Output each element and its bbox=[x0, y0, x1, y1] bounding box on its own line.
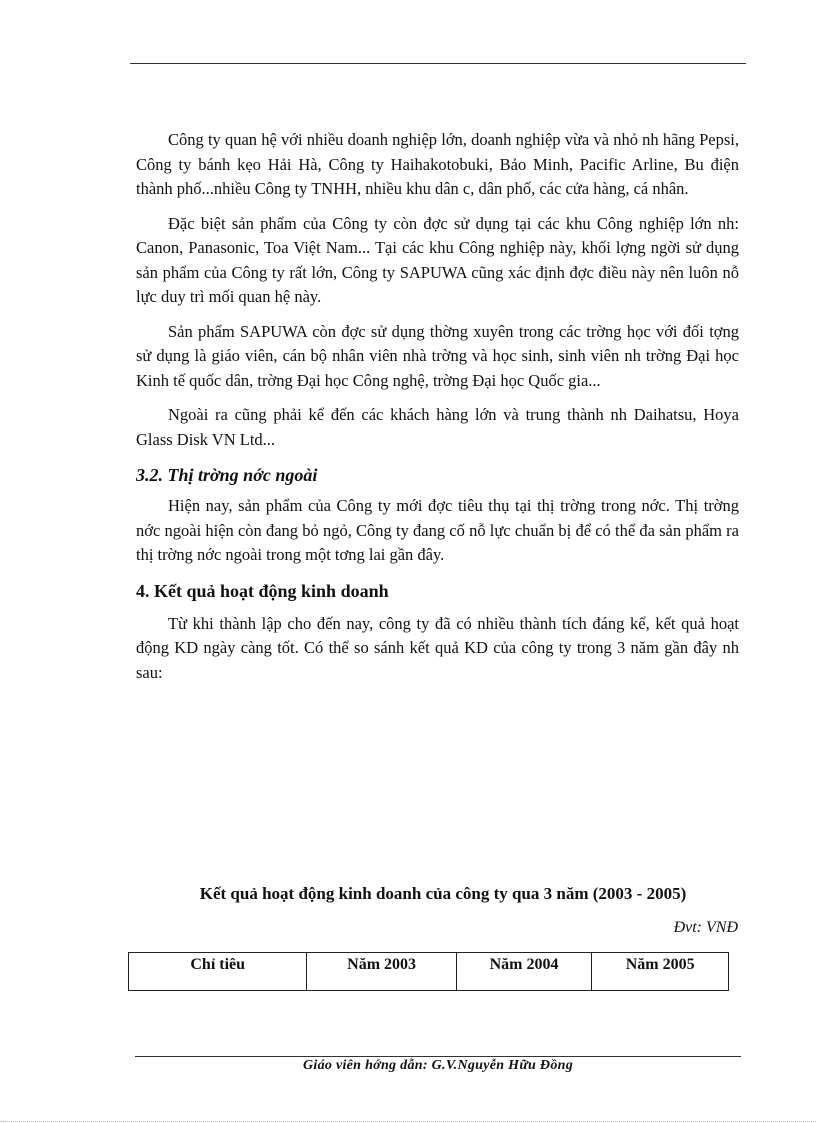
footer-supervisor: Giáo viên hớng dẫn: G.V.Nguyễn Hữu Đồng bbox=[302, 1058, 574, 1073]
paragraph-partners: Công ty quan hệ với nhiều doanh nghiệp lớn, doanh nghiệp vừa và nhỏ nh hãng Pepsi, Công ty bánh kẹo Hải Hà, Công ty Haihakotobuki, Bảo Minh, Pacific Arline, Bu điện thành phố...nhiều Công ty TNHH, nhiều khu dân c, dân phố, các cửa hàng, cá nhân. bbox=[136, 130, 739, 198]
paragraph-foreign-market: Hiện nay, sản phẩm của Công ty mới đợc tiêu thụ tại thị trờng trong nớc. Thị trờng nớc ngoài hiện còn đang bỏ ngỏ, Công ty đang cố nỗ lực chuẩn bị để có thể đa sản phẩm ra thị trờng nớc ngoài trong một tơng lai gần đây. bbox=[136, 496, 739, 564]
results-table bbox=[128, 952, 729, 991]
section-heading-3-2: 3.2. Thị trờng nớc ngoài bbox=[136, 465, 318, 485]
paragraph-industrial-zones: Đặc biệt sản phẩm của Công ty còn đợc sử dụng tại các khu Công nghiệp lớn nh: Canon, Panasonic, Toa Việt Nam... Tại các khu Công nghiệp này, khối lợng ngời sử dụng sản phẩm của Công ty rất lớn, Công ty SAPUWA cũng xác định đợc điều này nên luôn nỗ lực duy trì mối quan hệ này. bbox=[136, 213, 739, 306]
header-cell-2005: Năm 2005 bbox=[592, 953, 729, 991]
table-title: Kết quả hoạt động kinh doanh của công ty qua 3 năm (2003 - 2005) bbox=[199, 884, 687, 903]
unit-label: Đvt: VNĐ bbox=[673, 919, 738, 936]
paragraph-schools: Sản phẩm SAPUWA còn đợc sử dụng thờng xuyên trong các trờng học với đối tợng sử dụng là giáo viên, cán bộ nhân viên nhà trờng và học sinh, sinh viên nh trờng Đại học Kinh tế quốc dân, trờng Đại học Công nghệ, trờng Đại học Quốc gia... bbox=[136, 321, 739, 390]
header-cell-2003: Năm 2003 bbox=[307, 953, 456, 991]
header-rule bbox=[130, 63, 746, 64]
section-heading-4: 4. Kết quả hoạt động kinh doanh bbox=[136, 580, 389, 601]
paragraph-loyal-customers: Ngoài ra cũng phải kể đến các khách hàng lớn và trung thành nh Daihatsu, Hoya Glass Disk VN Ltd... bbox=[136, 405, 739, 449]
body-text bbox=[136, 128, 739, 695]
header-cell-2004: Năm 2004 bbox=[456, 953, 592, 991]
footer-rule bbox=[135, 1056, 741, 1057]
header-cell-criteria: Chỉ tiêu bbox=[129, 953, 307, 991]
table-header-row bbox=[129, 953, 729, 991]
page-bottom-dotted-line bbox=[0, 1121, 816, 1122]
paragraph-results-intro: Từ khi thành lập cho đến nay, công ty đã có nhiều thành tích đáng kể, kết quả hoạt động KD ngày càng tốt. Có thể so sánh kết quả KD của công ty trong 3 năm gần đây nh sau: bbox=[136, 613, 739, 682]
